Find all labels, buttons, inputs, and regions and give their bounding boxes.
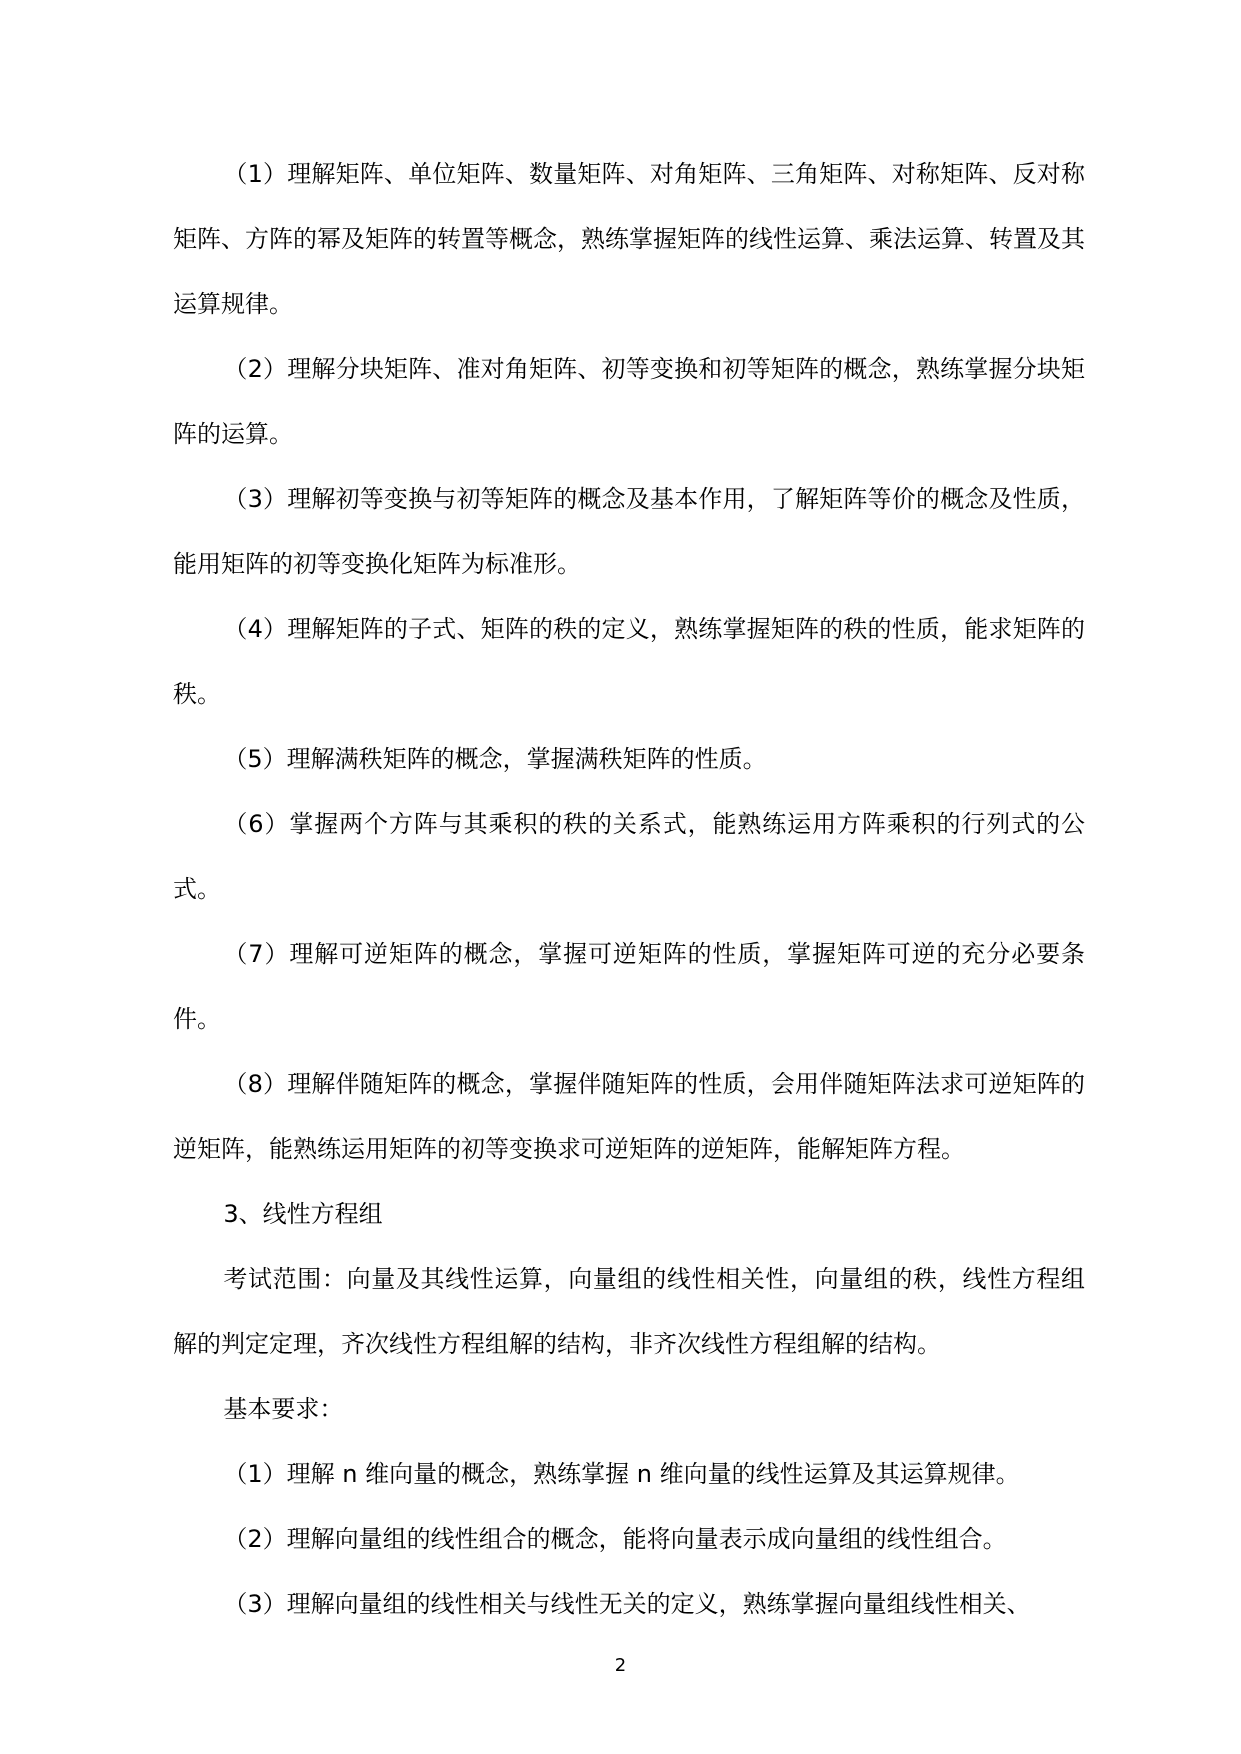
paragraph-matrix-4: （4）理解矩阵的子式、矩阵的秩的定义，熟练掌握矩阵的秩的性质，能求矩阵的秩。 xyxy=(173,615,1085,708)
paragraph-matrix-3: （3）理解初等变换与初等矩阵的概念及基本作用，了解矩阵等价的概念及性质，能用矩阵的初等变换化矩阵为标准形。 xyxy=(173,485,1085,578)
paragraph-vector-1: （1）理解 n 维向量的概念，熟练掌握 n 维向量的线性运算及其运算规律。 xyxy=(223,1460,1020,1488)
paragraph-vector-3: （3）理解向量组的线性相关与线性无关的定义，熟练掌握向量组线性相关、 xyxy=(223,1590,1031,1618)
exam-scope: 考试范围：向量及其线性运算，向量组的线性相关性，向量组的秩，线性方程组解的判定定理，齐次线性方程组解的结构，非齐次线性方程组解的结构。 xyxy=(173,1265,1085,1358)
paragraph-matrix-8: （8）理解伴随矩阵的概念，掌握伴随矩阵的性质，会用伴随矩阵法求可逆矩阵的逆矩阵，能熟练运用矩阵的初等变换求可逆矩阵的逆矩阵，能解矩阵方程。 xyxy=(173,1070,1085,1163)
paragraph-matrix-5: （5）理解满秩矩阵的概念，掌握满秩矩阵的性质。 xyxy=(223,745,767,773)
section-heading-linear-equations: 3、线性方程组 xyxy=(223,1200,383,1228)
body-text xyxy=(173,142,1085,1637)
paragraph-matrix-2: （2）理解分块矩阵、准对角矩阵、初等变换和初等矩阵的概念，熟练掌握分块矩阵的运算。 xyxy=(173,355,1085,448)
basic-requirements-label: 基本要求： xyxy=(223,1395,344,1423)
paragraph-matrix-7: （7）理解可逆矩阵的概念，掌握可逆矩阵的性质，掌握矩阵可逆的充分必要条件。 xyxy=(173,940,1085,1033)
paragraph-matrix-6: （6）掌握两个方阵与其乘积的秩的关系式，能熟练运用方阵乘积的行列式的公式。 xyxy=(173,810,1085,903)
paragraph-matrix-1: （1）理解矩阵、单位矩阵、数量矩阵、对角矩阵、三角矩阵、对称矩阵、反对称矩阵、方阵的幂及矩阵的转置等概念，熟练掌握矩阵的线性运算、乘法运算、转置及其运算规律。 xyxy=(173,160,1085,318)
page-number: 2 xyxy=(614,1655,627,1676)
paragraph-vector-2: （2）理解向量组的线性组合的概念，能将向量表示成向量组的线性组合。 xyxy=(223,1525,1007,1553)
